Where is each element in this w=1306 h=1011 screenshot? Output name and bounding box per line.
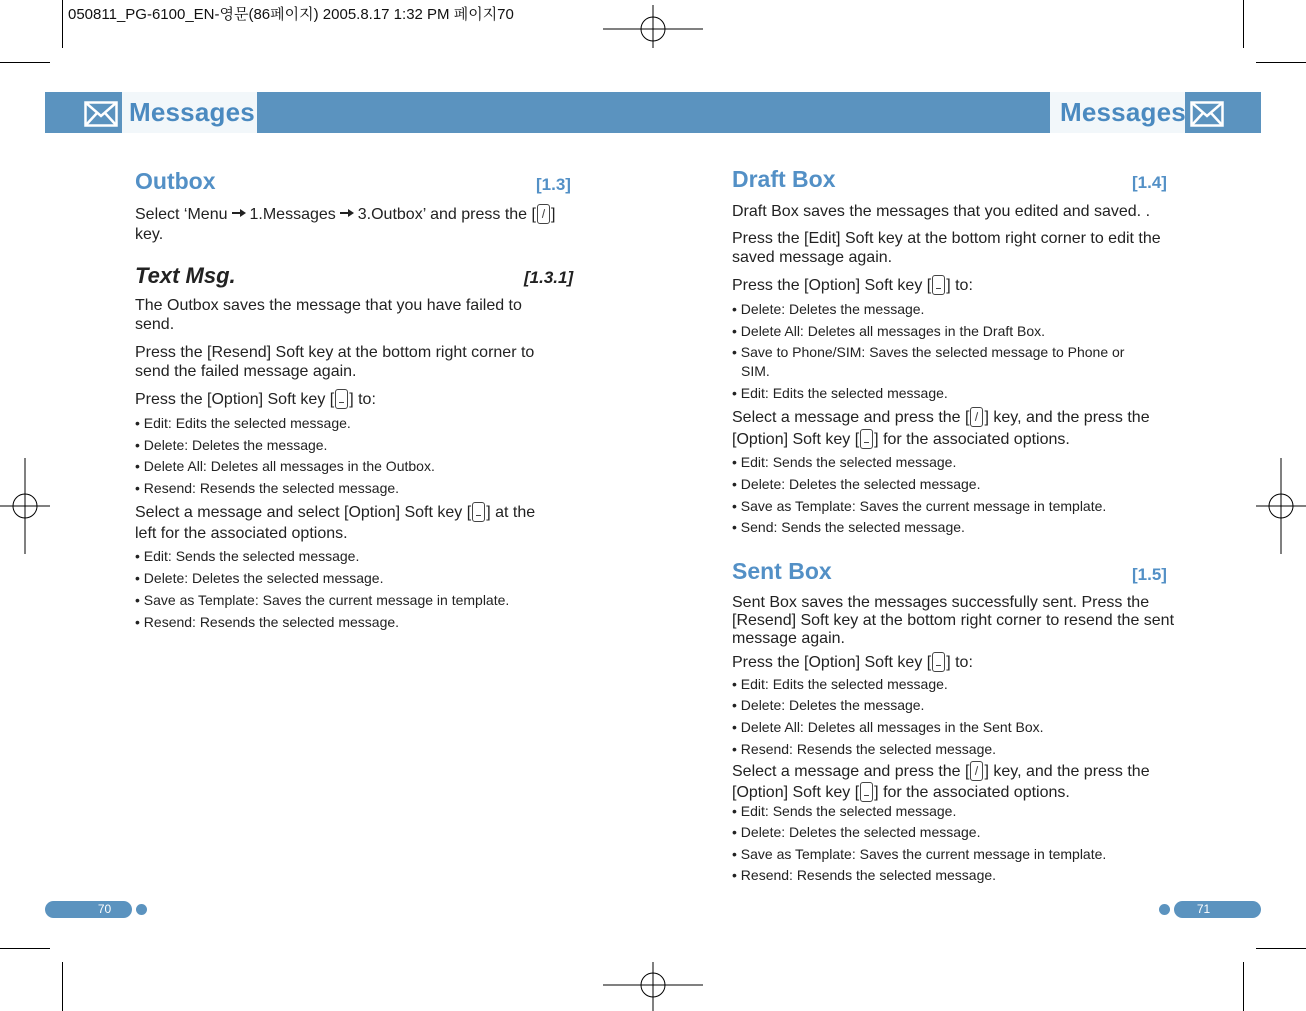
envelope-icon [1190, 101, 1224, 127]
draft-bullet-list-1 [732, 301, 1124, 407]
sent-para-2: Press the [Option] Soft key [ ] to: [732, 654, 973, 671]
ok-key-icon [970, 761, 983, 781]
list-item: • Edit: Sends the selected message. [732, 803, 957, 819]
list-item: • Resend: Resends the selected message. [732, 741, 997, 757]
page-dot-left [136, 904, 147, 915]
list-item: • Edit: Edits the selected message. [732, 385, 948, 401]
list-item: • Save as Template: Saves the current message in template. [135, 592, 510, 608]
list-item: • Edit: Edits the selected message. [732, 676, 948, 692]
soft-key-icon [932, 652, 945, 672]
sent-bullet-list-1 [732, 676, 1044, 763]
list-item: SIM. [741, 363, 770, 379]
soft-key-icon [335, 389, 348, 409]
ok-key-icon [537, 204, 550, 224]
list-item: • Send: Sends the selected message. [732, 519, 965, 535]
textmsg-para-4: Select a message and select [Option] Soft key [ ] at the left for the associated options. [135, 504, 536, 542]
section-number-draft-box: [1.4] [1132, 173, 1167, 192]
sent-para-1: Sent Box saves the messages successfully sent. Press the [Resend] Soft key at the bottom right corner to resend the sent message again. [732, 594, 1175, 647]
envelope-icon [84, 101, 118, 127]
soft-key-icon [860, 429, 873, 449]
page-number-left: 70 [45, 901, 132, 918]
soft-key-icon [472, 502, 485, 522]
textmsg-bullet-list-1 [135, 415, 435, 502]
sent-bullet-list-2 [732, 803, 1106, 889]
header-title-left: Messages [129, 97, 255, 127]
list-item: • Delete All: Deletes all messages in the Draft Box. [732, 323, 1046, 339]
soft-key-icon [860, 782, 873, 802]
list-item: • Edit: Edits the selected message. [135, 415, 351, 431]
list-item: • Resend: Resends the selected message. [135, 614, 400, 630]
list-item: • Delete All: Deletes all messages in the Outbox. [135, 458, 435, 474]
section-title-outbox: Outbox [135, 168, 216, 194]
list-item: • Delete: Deletes the selected message. [732, 824, 981, 840]
header-title-right: Messages [1060, 97, 1186, 127]
list-item: • Edit: Sends the selected message. [135, 548, 360, 564]
draft-para-2: Press the [Edit] Soft key at the bottom right corner to edit the saved message again. [732, 230, 1161, 266]
section-title-sent-box: Sent Box [732, 558, 832, 584]
outbox-intro: Select ‘Menu 1.Messages 3.Outbox’ and press the [ ] [135, 206, 556, 223]
list-item: • Edit: Sends the selected message. [732, 454, 957, 470]
list-item: • Delete: Deletes the message. [135, 437, 328, 453]
sent-para-3: Select a message and press the [ ] key, and the press the [Option] Soft key [ ] for the associated options. [732, 763, 1150, 801]
list-item: • Save to Phone/SIM: Saves the selected message to Phone or [732, 344, 1125, 360]
draft-para-3: Press the [Option] Soft key [ ] to: [732, 277, 973, 294]
arrow-icon [340, 209, 354, 217]
arrow-icon [232, 209, 246, 217]
list-item: • Delete: Deletes the message. [732, 697, 925, 713]
page-number-right: 71 [1174, 901, 1261, 918]
list-item: • Resend: Resends the selected message. [135, 480, 400, 496]
list-item: • Save as Template: Saves the current message in template. [732, 498, 1107, 514]
print-slug: 050811_PG-6100_EN-영문(86페이지) 2005.8.17 1:32 PM 페이지70 [68, 6, 514, 23]
list-item: • Resend: Resends the selected message. [732, 867, 997, 883]
section-number-outbox: [1.3] [536, 175, 571, 194]
textmsg-para-1: The Outbox saves the message that you have failed to send. [135, 297, 522, 333]
section-title-draft-box: Draft Box [732, 166, 836, 192]
draft-bullet-list-2 [732, 454, 1106, 541]
outbox-intro-line2: key. [135, 226, 164, 243]
draft-para-1: Draft Box saves the messages that you edited and saved. . [732, 203, 1151, 220]
page-dot-right [1159, 904, 1170, 915]
draft-para-4: Select a message and press the [ ] key, and the press the [Option] Soft key [ ] for the associated options. [732, 409, 1150, 448]
textmsg-para-2: Press the [Resend] Soft key at the bottom right corner to send the failed message again. [135, 344, 535, 380]
section-number-sent-box: [1.5] [1132, 565, 1167, 584]
list-item: • Delete All: Deletes all messages in the Sent Box. [732, 719, 1044, 735]
list-item: • Delete: Deletes the message. [732, 301, 925, 317]
subsection-number-textmsg: [1.3.1] [524, 268, 574, 287]
ok-key-icon [970, 407, 983, 427]
list-item: • Save as Template: Saves the current message in template. [732, 846, 1107, 862]
textmsg-para-3: Press the [Option] Soft key [ ] to: [135, 391, 376, 408]
list-item: • Delete: Deletes the selected message. [732, 476, 981, 492]
list-item: • Delete: Deletes the selected message. [135, 570, 384, 586]
subsection-title-textmsg: Text Msg. [135, 263, 236, 288]
textmsg-bullet-list-2 [135, 548, 509, 636]
soft-key-icon [932, 275, 945, 295]
